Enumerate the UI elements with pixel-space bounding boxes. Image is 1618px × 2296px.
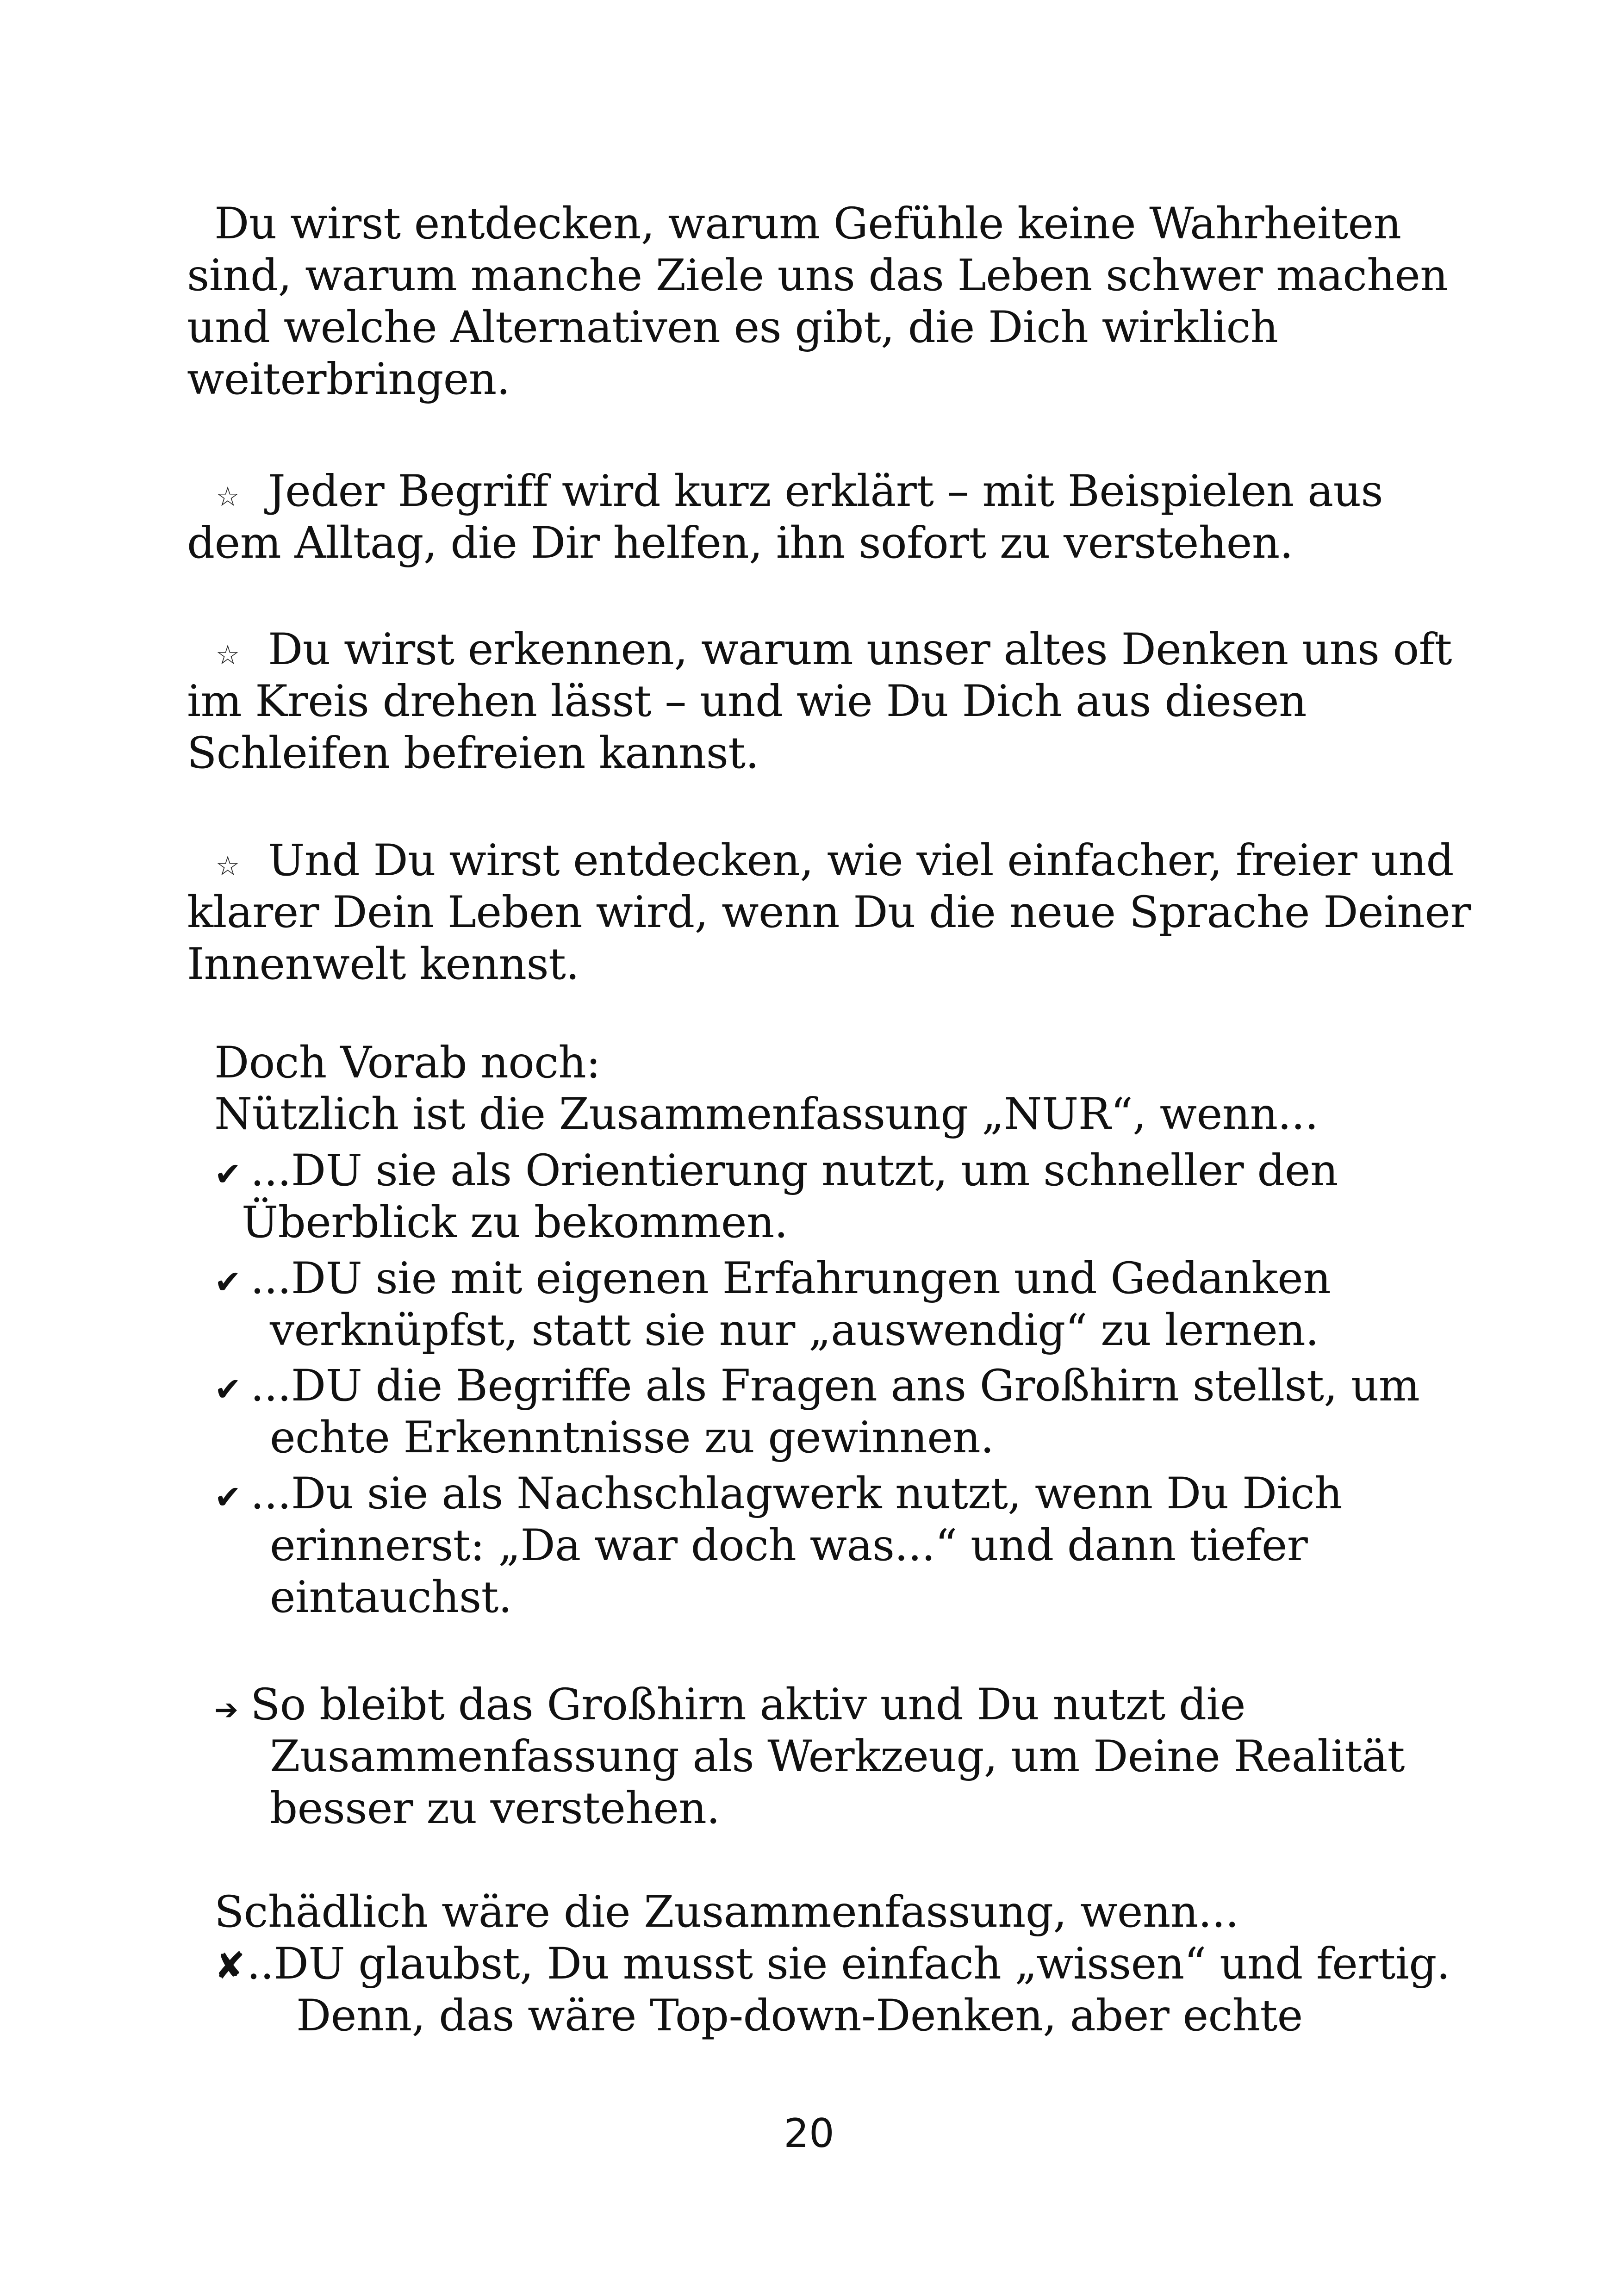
highlight-text: Jeder Begriff wird kurz erklärt – mit Beispielen aus: [268, 466, 1383, 516]
intro-line: und welche Alternativen es gibt, die Dich wirklich: [187, 302, 1278, 353]
checklist-line: echte Erkenntnisse zu gewinnen.: [270, 1412, 994, 1463]
highlight-line: im Kreis drehen lässt – und wie Du Dich aus diesen: [187, 676, 1307, 727]
checklist-first-line: [214, 1143, 1338, 1202]
highlight-line: dem Alltag, die Dir helfen, ihn sofort zu verstehen.: [187, 518, 1293, 568]
checklist-first-line: [214, 1251, 1331, 1310]
page-number: 20: [784, 2110, 834, 2157]
checklist-text: ...Du sie als Nachschlagwerk nutzt, wenn Du Dich: [250, 1468, 1343, 1519]
star-outline-icon: ☆: [216, 481, 240, 512]
intro-line: sind, warum manche Ziele uns das Leben schwer machen: [187, 250, 1448, 301]
arrow-right-icon: ➔: [214, 1692, 238, 1726]
useful-heading: Nützlich ist die Zusammenfassung „NUR“, wenn...: [214, 1089, 1319, 1139]
check-icon: ✔: [214, 1478, 242, 1516]
conclusion-line: Zusammenfassung als Werkzeug, um Deine Realität: [270, 1731, 1405, 1782]
checklist-first-line: [214, 1466, 1342, 1525]
checklist-line: Überblick zu bekommen.: [242, 1197, 788, 1248]
harmful-first-line: [214, 1936, 1450, 1994]
highlight-line: Schleifen befreien kannst.: [187, 728, 759, 778]
intro-line: weiterbringen.: [187, 354, 510, 404]
checklist-text: ...DU die Begriffe als Fragen ans Großhirn stellst, um: [250, 1361, 1420, 1411]
highlight-line: klarer Dein Leben wird, wenn Du die neue Sprache Deiner: [187, 887, 1471, 938]
check-icon: ✔: [214, 1155, 242, 1193]
check-icon: ✔: [214, 1263, 242, 1301]
intro-line: Du wirst entdecken, warum Gefühle keine Wahrheiten: [214, 199, 1401, 249]
star-outline-icon: ☆: [216, 850, 240, 882]
check-icon: ✔: [214, 1370, 242, 1408]
checklist-line: erinnerst: „Da war doch was...“ und dann tiefer: [270, 1520, 1308, 1571]
checklist-text: ...DU sie mit eigenen Erfahrungen und Gedanken: [250, 1253, 1331, 1304]
conclusion-text: So bleibt das Großhirn aktiv und Du nutzt die: [250, 1680, 1245, 1730]
checklist-line: eintauchst.: [270, 1572, 512, 1623]
checklist-text: ...DU sie als Orientierung nutzt, um schneller den: [250, 1145, 1338, 1196]
conclusion-line: besser zu verstehen.: [270, 1783, 720, 1834]
harmful-heading: Schädlich wäre die Zusammenfassung, wenn...: [214, 1887, 1239, 1937]
harmful-line: Denn, das wäre Top-down-Denken, aber echte: [296, 1991, 1303, 2041]
checklist-line: verknüpfst, statt sie nur „auswendig“ zu lernen.: [270, 1305, 1319, 1356]
highlight-text: Du wirst erkennen, warum unser altes Denken uns oft: [268, 624, 1452, 675]
checklist-first-line: [214, 1358, 1419, 1417]
highlight-text: Und Du wirst entdecken, wie viel einfacher, freier und: [268, 835, 1454, 886]
cross-icon: ✘: [214, 1944, 245, 1987]
star-outline-icon: ☆: [216, 639, 240, 671]
highlight-line: Innenwelt kennst.: [187, 939, 579, 989]
lead-text: Doch Vorab noch:: [214, 1038, 601, 1088]
harmful-text: ..DU glaubst, Du musst sie einfach „wissen“ und fertig.: [247, 1939, 1450, 1989]
conclusion-first-line: [214, 1677, 1245, 1737]
